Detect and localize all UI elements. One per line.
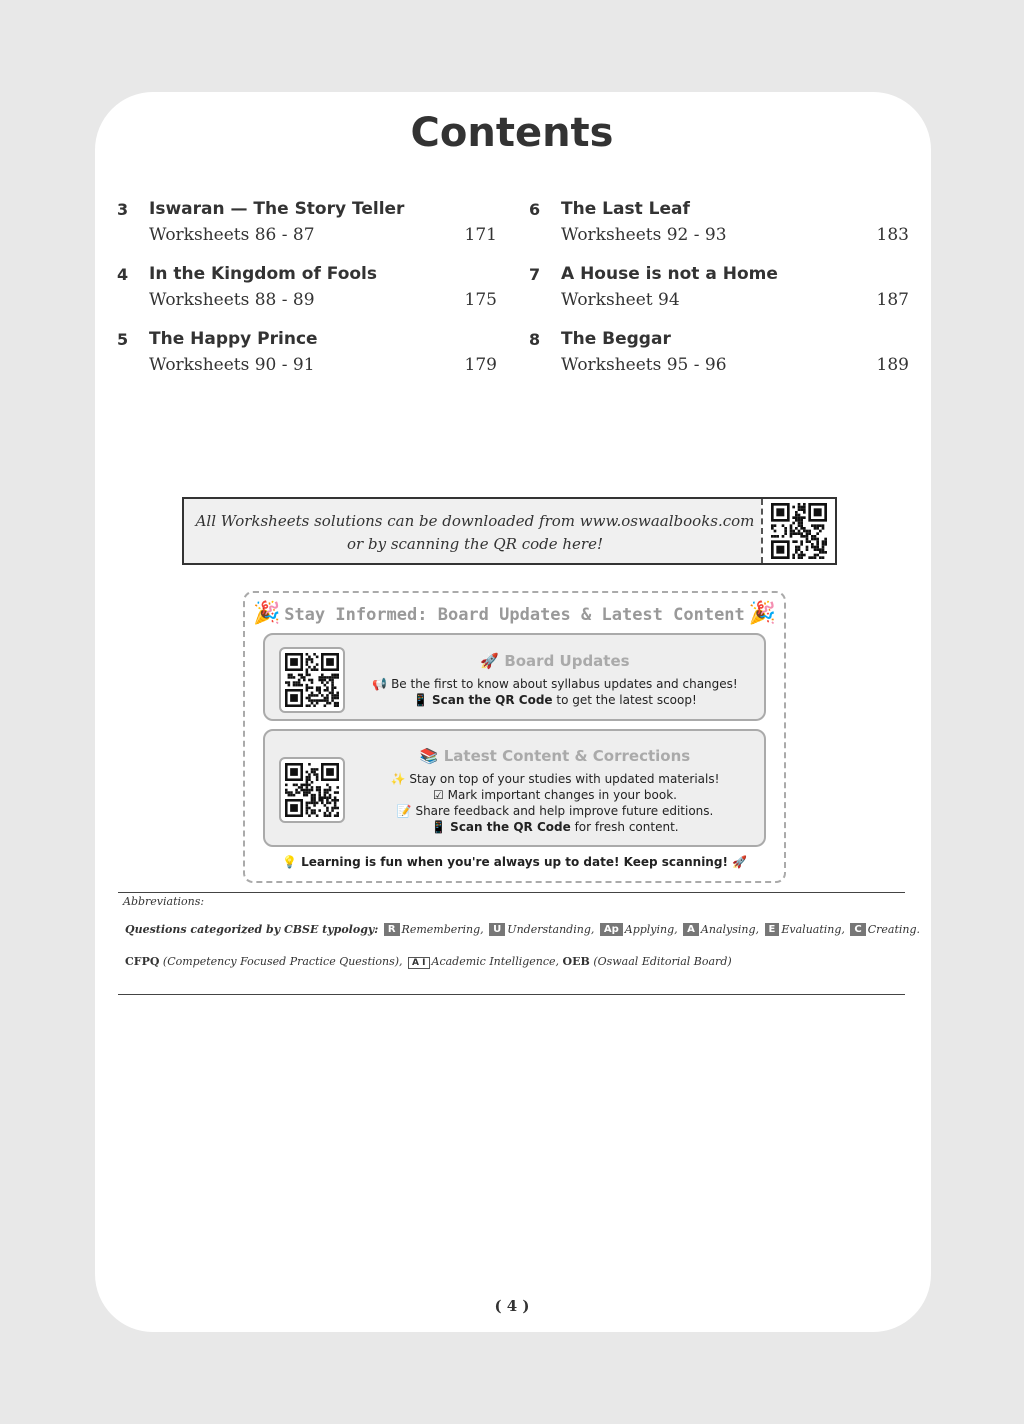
stay-informed-footer: 💡 Learning is fun when you're always up to date! Keep scanning! 🚀	[281, 855, 748, 869]
sparkles-icon: ✨	[390, 772, 406, 786]
abbreviation-definitions: CFPQ (Competency Focused Practice Questions), A I Academic Intelligence, OEB (Oswaal Editorial Board)	[125, 955, 732, 968]
toc-left-column	[117, 195, 497, 390]
page-number: ( 4 )	[494, 1297, 530, 1315]
rocket-icon: 🚀	[732, 855, 748, 869]
download-line-1[interactable]: All Worksheets solutions can be downloaded from www.oswaalbooks.com	[195, 512, 755, 530]
latest-line-2: ☑ Mark important changes in your book.	[433, 788, 677, 802]
page-ref: 187	[876, 290, 909, 310]
stay-informed-title: Stay Informed: Board Updates & Latest Content	[284, 605, 745, 625]
toc-entry[interactable]	[117, 195, 497, 260]
chapter-title[interactable]: The Happy Prince	[149, 329, 318, 349]
worksheet-range: Worksheet 94	[561, 290, 680, 310]
typology-tag: E	[765, 923, 780, 936]
worksheet-range: Worksheets 90 - 91	[149, 355, 315, 375]
divider-top	[118, 892, 905, 893]
toc-entry[interactable]	[117, 325, 497, 390]
stay-informed-panel	[243, 591, 786, 883]
pencil-icon: 📝	[396, 804, 412, 818]
download-notice	[182, 497, 837, 565]
toc-entry[interactable]	[529, 325, 909, 390]
academic-intelligence-icon: A I	[408, 957, 429, 969]
worksheet-range: Worksheets 88 - 89	[149, 290, 315, 310]
party-popper-icon: 🎉	[253, 601, 281, 626]
download-text	[184, 510, 766, 556]
board-qr-frame	[279, 647, 345, 713]
typology-tag: A	[683, 923, 699, 936]
typology-tag: U	[489, 923, 505, 936]
typology-tag: Ap	[600, 923, 623, 936]
toc-entry[interactable]	[529, 260, 909, 325]
board-updates-card	[263, 633, 766, 721]
chapter-number: 5	[117, 330, 129, 349]
worksheet-range: Worksheets 92 - 93	[561, 225, 727, 245]
party-popper-icon: 🎉	[748, 601, 776, 626]
page-ref: 179	[464, 355, 497, 375]
toc-right-column	[529, 195, 909, 390]
typology-tag: C	[850, 923, 865, 936]
typology-tag: R	[384, 923, 400, 936]
rocket-icon: 🚀	[480, 652, 500, 670]
worksheet-range: Worksheets 95 - 96	[561, 355, 727, 375]
page-ref: 175	[464, 290, 497, 310]
board-updates-heading: 🚀 Board Updates	[480, 652, 630, 670]
download-line-2: or by scanning the QR code here!	[347, 535, 603, 553]
chapter-title[interactable]: Iswaran — The Story Teller	[149, 199, 405, 219]
books-icon: 📚	[419, 747, 439, 765]
latest-content-card	[263, 729, 766, 847]
latest-content-heading: 📚 Latest Content & Corrections	[419, 747, 691, 765]
chapter-number: 7	[529, 265, 541, 284]
qr-code-icon[interactable]	[285, 763, 339, 817]
abbreviations-label: Abbreviations:	[123, 895, 205, 908]
page-ref: 189	[876, 355, 909, 375]
board-updates-line-1: 📢 Be the first to know about syllabus updates and changes!	[372, 677, 738, 691]
phone-icon: 📱	[431, 820, 447, 834]
page-title: Contents	[410, 110, 614, 156]
chapter-title[interactable]: The Last Leaf	[561, 199, 690, 219]
chapter-number: 8	[529, 330, 541, 349]
page-ref: 171	[464, 225, 497, 245]
download-qr-frame	[761, 499, 835, 563]
chapter-number: 6	[529, 200, 541, 219]
latest-line-1: ✨ Stay on top of your studies with updated materials!	[390, 772, 720, 786]
board-updates-line-2: 📱 Scan the QR Code to get the latest scoop!	[413, 693, 697, 707]
latest-line-3: 📝 Share feedback and help improve future editions.	[396, 804, 714, 818]
toc-entry[interactable]	[529, 195, 909, 260]
page-ref: 183	[876, 225, 909, 245]
phone-icon: 📱	[413, 693, 429, 707]
divider-bottom	[118, 994, 905, 995]
toc-entry[interactable]	[117, 260, 497, 325]
typology-line: Questions categorized by CBSE typology: R Remembering, U Understanding, Ap Applying, A Analysing, E Evaluating, C Creating.	[125, 923, 921, 936]
qr-code-icon[interactable]	[771, 503, 827, 559]
checkbox-icon: ☑	[433, 788, 444, 802]
qr-code-icon[interactable]	[285, 653, 339, 707]
chapter-number: 4	[117, 265, 129, 284]
megaphone-icon: 📢	[372, 677, 388, 691]
chapter-title[interactable]: A House is not a Home	[561, 264, 778, 284]
chapter-title[interactable]: In the Kingdom of Fools	[149, 264, 377, 284]
chapter-title[interactable]: The Beggar	[561, 329, 671, 349]
worksheet-range: Worksheets 86 - 87	[149, 225, 315, 245]
lightbulb-icon: 💡	[281, 855, 297, 869]
chapter-number: 3	[117, 200, 129, 219]
latest-line-4: 📱 Scan the QR Code for fresh content.	[431, 820, 679, 834]
latest-qr-frame	[279, 757, 345, 823]
